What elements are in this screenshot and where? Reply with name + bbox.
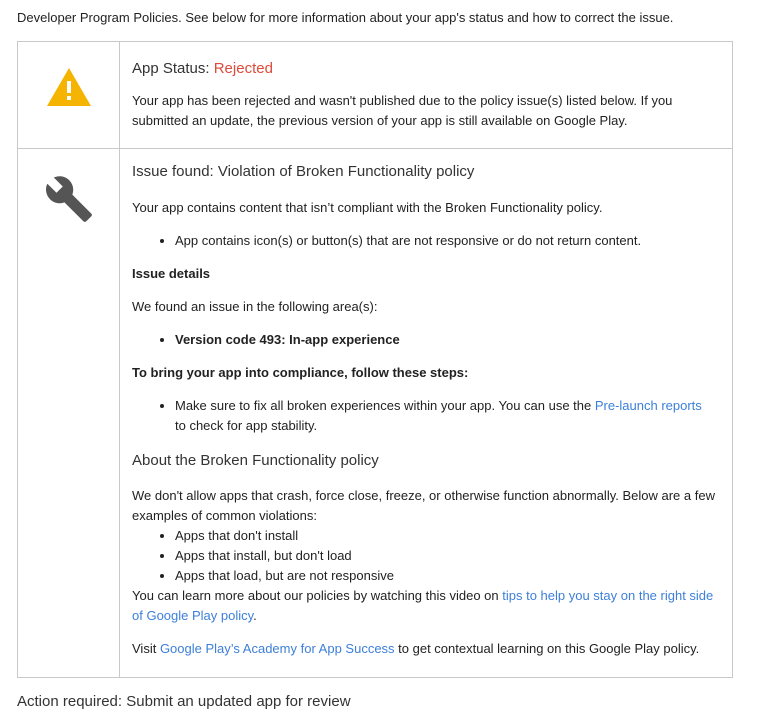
issue-details-heading: Issue details [132,266,211,281]
list-item: • Apps that load, but are not responsive [175,566,770,586]
list-item [175,396,715,436]
about-bullets [120,526,770,586]
learn-after: . [253,608,257,623]
list-item: • App contains icon(s) or button(s) that are not responsive or do not return content. [175,231,770,251]
warning-icon [46,67,92,107]
visit-academy-text [132,639,722,659]
status-icon-cell [18,42,120,148]
status-row [18,42,732,149]
issue-row [18,149,732,677]
wrench-icon [44,174,94,224]
about-intro: We don't allow apps that crash, force close, freeze, or otherwise function abnormally. Below are a few examples of common violations: [132,488,715,523]
issue-summary: Your app contains content that isn’t compliant with the Broken Functionality policy. [132,200,603,215]
step-text-after: to check for app stability. [175,418,318,433]
summary-bullets [120,231,770,251]
steps-bullets [120,396,715,436]
visit-text: Visit [132,641,160,656]
app-status-heading [132,59,720,79]
issue-icon-cell [18,149,120,677]
about-title: About the Broken Functionality policy [132,452,379,469]
pre-launch-reports-link[interactable]: Pre-launch reports [594,398,702,413]
status-content [120,42,732,148]
list-item: • Apps that install, but don't load [175,546,770,566]
steps-heading: To bring your app into compliance, follow these steps: [132,365,469,380]
step-text-before: Make sure to fix all broken experiences within your app. You can use the [175,398,595,413]
issue-title: Issue found: Violation of Broken Functionality policy [132,163,475,180]
learn-more-text [132,586,722,626]
details-bullets [120,330,770,350]
policy-status-card [17,41,733,678]
learn-text: You can learn more about our policies by watching this video on [132,588,503,603]
academy-link[interactable]: Google Play’s Academy for App Success [159,641,395,656]
list-item: • Apps that don't install [175,526,770,546]
visit-after: to get contextual learning on this Google Play policy. [394,641,700,656]
app-status-value: Rejected [213,60,273,77]
list-item: • Version code 493: In-app experience [175,330,770,350]
action-required-text: Action required: Submit an updated app for review [17,693,351,710]
issue-details-intro: We found an issue in the following area(s): [132,299,378,314]
app-status-label: App Status: [132,60,214,77]
issue-content [120,149,732,677]
intro-text: Developer Program Policies. See below for more information about your app's status and how to correct the issue. [17,10,674,25]
policy-tips-link[interactable]: tips to help you stay on the right side of Google Play policy [132,588,714,623]
status-description: Your app has been rejected and wasn't published due to the policy issue(s) listed below. If you submitted an update, the previous version of your app is still available on Google Play. [132,93,673,128]
